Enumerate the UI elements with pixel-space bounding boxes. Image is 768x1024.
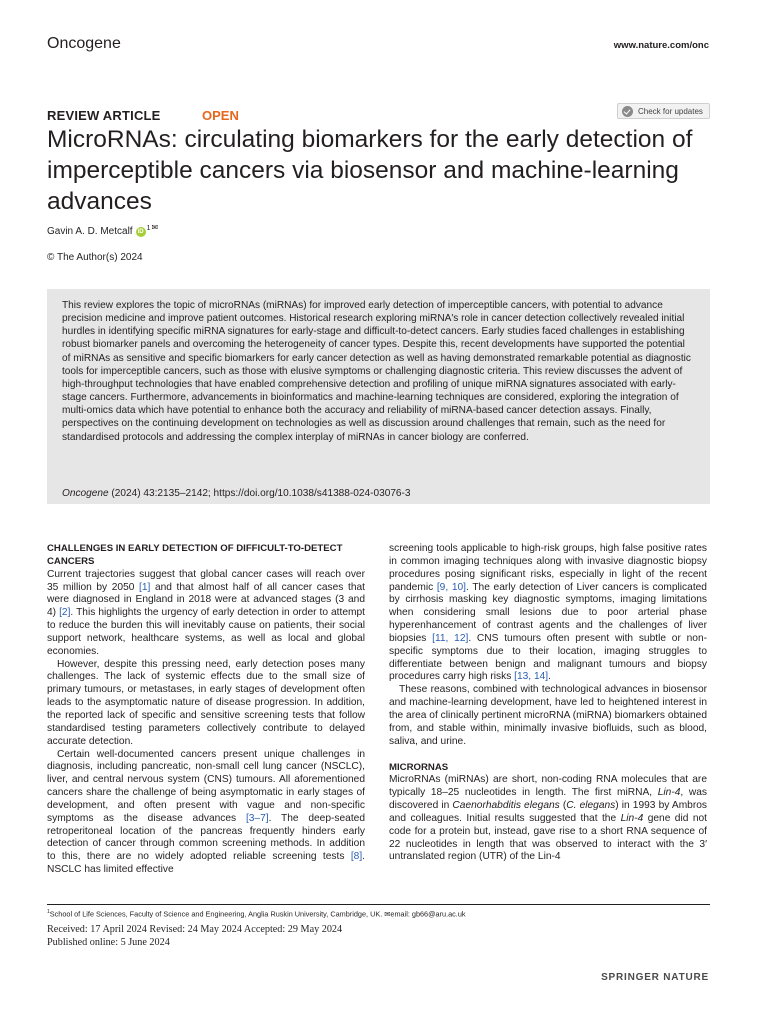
- footnote-affiliation: School of Life Sciences, Faculty of Science and Engineering, Anglia Ruskin University, Cambridge, UK.: [49, 909, 385, 919]
- check-for-updates-label: Check for updates: [638, 106, 703, 116]
- body-column-left: [47, 543, 365, 877]
- publication-dates: [47, 923, 342, 949]
- footnote-sup: 1: [47, 909, 50, 915]
- journal-name: Oncogene: [47, 35, 121, 52]
- citation-line: [62, 488, 411, 499]
- affiliation-footnote: [47, 909, 466, 918]
- open-access-badge: OPEN: [202, 108, 239, 123]
- dates-published-line: Published online: 5 June 2024: [47, 937, 170, 948]
- citation-journal: Oncogene: [62, 488, 109, 499]
- footnote-email[interactable]: email: gb66@aru.ac.uk: [390, 909, 466, 919]
- body-column-right: [389, 543, 707, 864]
- orcid-icon[interactable]: iD: [137, 228, 144, 235]
- author-line: [47, 223, 159, 237]
- body-paragraph: MicroRNAs (miRNAs) are short, non-coding RNA molecules that are typically 18–25 nucleotides in length. The first miRNA, Lin-4, was discovered in Caenorhabditis elegans (C. elegans) in 1993 by Ambros and colleagues. Initial results suggested that the Lin-4 gene did not code for a protein but, instead, gave rise to a short RNA sequence of 22 nucleotides in length that was observed to interact with the 3′ untranslated region (UTR) of the Lin-4: [389, 774, 707, 863]
- article-title: MicroRNAs: circulating biomarkers for the early detection of imperceptible cancers via biosensor and machine-learning advances: [47, 126, 693, 215]
- check-for-updates-button[interactable]: [617, 103, 710, 119]
- footnote-divider: [47, 904, 710, 905]
- body-paragraph: screening tools applicable to high-risk groups, high false positive rates in common imaging techniques along with invasive diagnostic biopsy procedures posing significant risks, especially in light of the recent pandemic [9, 10]. The early detection of Liver cancers is complicated by cirrhosis masking key diagnostic symptoms, imaging limitations when considering small lesions due to poor arterial phase hyperenhancement of contrast agents and the challenges of liver biopsies [11, 12]. CNS tumours often present with subtle or non-specific symptoms due to their location, imaging struggles to differentiate between benign and malignant tumours and biopsy procedures carry high risks [13, 14].: [389, 543, 707, 683]
- publisher-logo: SPRINGER NATURE: [601, 972, 709, 983]
- copyright: © The Author(s) 2024: [47, 252, 143, 263]
- mail-icon[interactable]: ✉: [151, 223, 159, 232]
- body-paragraph: Current trajectories suggest that global cancer cases will reach over 35 million by 2050 [1] and that almost half of all cancer cases that were diagnosed in England in 2018 were at advanced stages (3 and 4) [2]. This highlights the urgency of early detection in order to attempt to reduce the burden this will inevitably cause on patients, their social support network, healthcare systems, as well as local and global economies.: [47, 568, 365, 657]
- check-updates-icon: [622, 106, 633, 117]
- journal-url-link[interactable]: www.nature.com/onc: [613, 40, 709, 51]
- author-affiliation-sup: 1: [146, 225, 151, 232]
- abstract-text: This review explores the topic of microRNAs (miRNAs) for improved early detection of imperceptible cancers, with potential to advance precision medicine and improve patient outcomes. Historical research exploring miRNA's role in cancer detection collectively revealed initial hurdles in identifying specific miRNA signatures for early-stage and difficult-to-detect cancers. Early studies faced challenges in establishing robust biomarker panels and overcoming the heterogeneity of cancer types. Despite this, recent developments have supported the potential of miRNAs as sensitive and specific biomarkers for early cancer detection as well as having demonstrated remarkable potential as diagnostic tools for imperceptible cancers, such as those with elusive symptoms or challenging diagnostic criteria. This review discusses the advent of high-throughput technologies that have enabled comprehensive detection and profiling of unique miRNA signatures associated with early-stage cancers. Furthermore, advancements in bioinformatics and machine-learning techniques are considered, exploring the integration of multi-omics data which have potential to enhance both the accuracy and reliability of miRNA-based cancer detection assays. Finally, perspectives on the continuing development on technologies as well as discussion around challenges that remain, such as the need for standardised protocols and addressing the complex interplay of miRNAs in cancer biology are conferred.: [62, 300, 691, 443]
- author-name[interactable]: Gavin A. D. Metcalf: [47, 226, 133, 237]
- body-paragraph: These reasons, combined with technological advances in biosensor and machine-learning development, have led to heightened interest in the area of clinically pertinent microRNA (miRNA) biomarkers obtained from, and stable within, minimally invasive biofluids, such as blood, saliva, and urine.: [389, 684, 707, 747]
- section-heading-micrornas: MICRORNAS: [389, 761, 449, 773]
- body-paragraph: However, despite this pressing need, early detection poses many challenges. The lack of systemic effects due to the small size of primary tumours, or metastases, in early stages of development often leads to the asymptomatic nature of disease progression. In addition, the reported lack of specific and sensitive screening tests that follow standardised testing parameters collectively contribute to delayed accurate detection.: [47, 658, 365, 747]
- footnote-mail-icon: ✉: [384, 909, 391, 919]
- section-heading-challenges: CHALLENGES IN EARLY DETECTION OF DIFFICULT-TO-DETECT CANCERS: [47, 543, 343, 567]
- citation-details[interactable]: (2024) 43:2135–2142; https://doi.org/10.1038/s41388-024-03076-3: [108, 488, 411, 499]
- article-type-label: REVIEW ARTICLE: [47, 108, 161, 123]
- dates-received-line: Received: 17 April 2024 Revised: 24 May 2024 Accepted: 29 May 2024: [47, 924, 343, 935]
- body-paragraph: Certain well-documented cancers present unique challenges in diagnosis, including pancreatic, non-small cell lung cancer (NSCLC), liver, and central nervous system (CNS) tumours. All aforementioned cancers share the challenge of being asymptomatic in early stages of development, and often present with vague and non-specific symptoms as the disease advances [3–7]. The deep-seated retroperitoneal location of the pancreas frequently hinders early detection of cancer through common screening methods. In addition to this, there are no widely adopted reliable screening tests [8]. NSCLC has limited effective: [47, 748, 365, 876]
